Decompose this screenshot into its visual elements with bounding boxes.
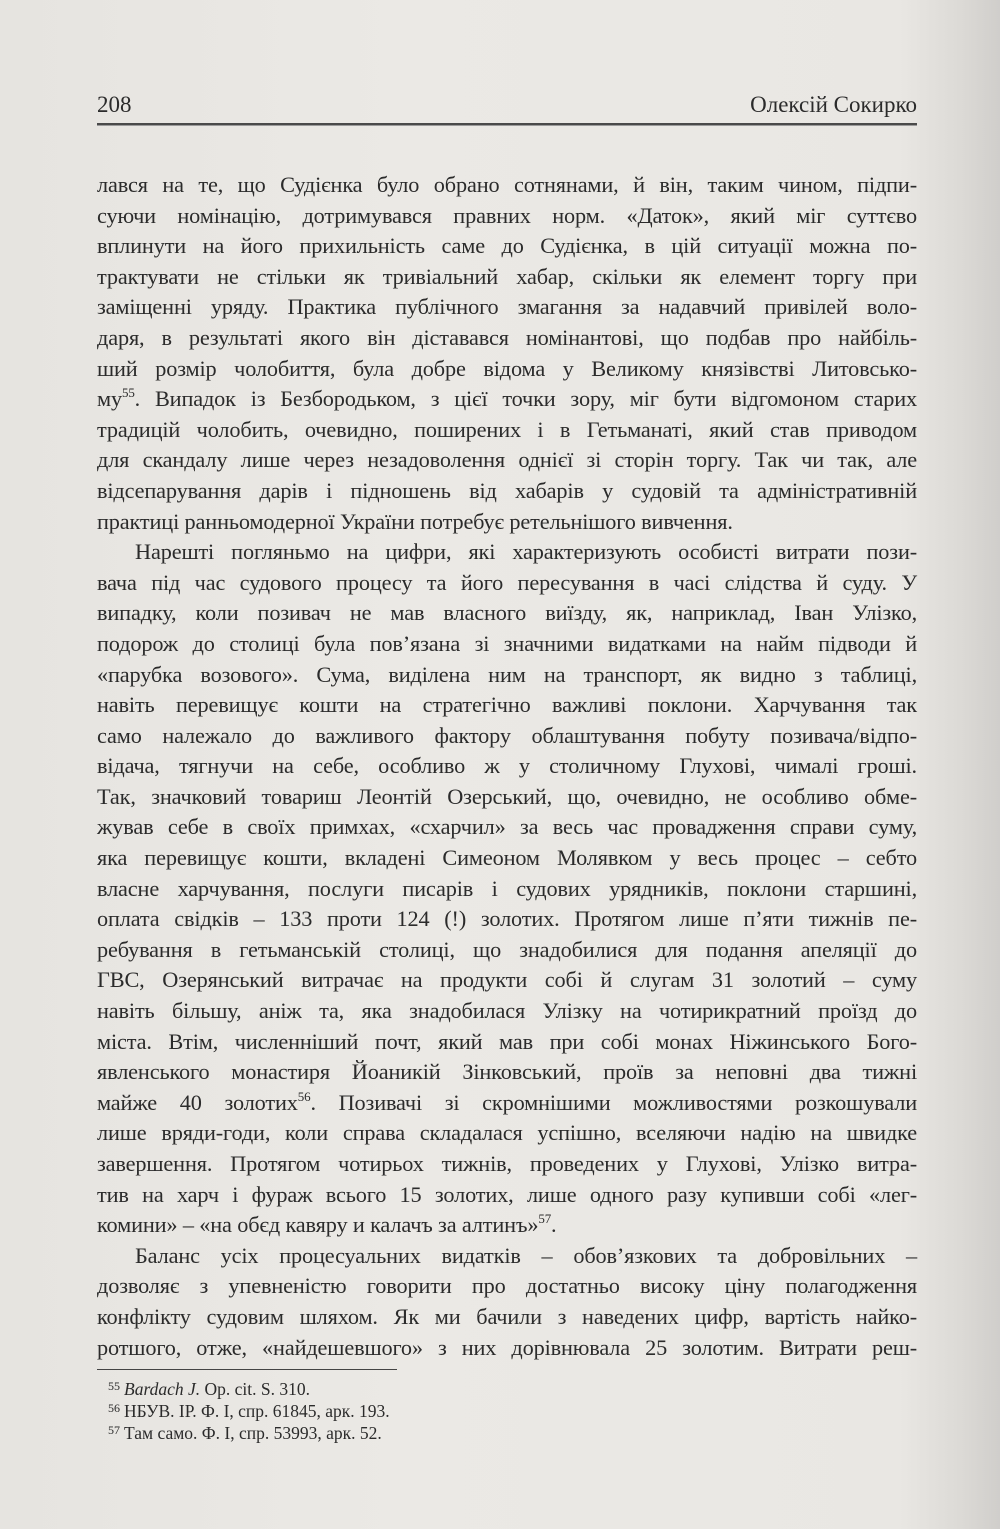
line-text: му <box>97 386 122 412</box>
text-line <box>97 1333 917 1364</box>
line-text: комини» – «на обєд кавяру и калачъ за алтинъ» <box>97 1212 539 1238</box>
line-text: вача під час судового процесу та його пересування в часі слідства й суду. У <box>97 569 917 595</box>
text-line <box>97 1210 917 1241</box>
text-line <box>97 415 917 446</box>
line-text: навіть більшу, аніж та, яка знадобилася Улізку на чотирикратний проїзд до <box>97 998 917 1024</box>
text-line <box>97 323 917 354</box>
text-line <box>97 262 917 293</box>
text-line <box>97 690 917 721</box>
line-text: ГВС, Озерянський витрачає на продукти собі й слугам 31 золотий – суму <box>97 967 917 993</box>
line-text: яка перевищує кошти, вкладені Симеоном Молявком у весь процес – себто <box>97 845 917 871</box>
text-line <box>97 843 917 874</box>
line-text: відсепарування дарів і підношень від хабарів у судовій та адміністративній <box>97 477 917 503</box>
line-text: Так, значковий товариш Леонтій Озерський, що, очевидно, не особливо обме- <box>97 783 917 809</box>
footnote <box>108 1422 390 1444</box>
footnote-reference: 57 <box>538 1211 552 1227</box>
line-text: Баланс усіх процесуальних видатків – обов’язкових та добровільних – <box>135 1242 917 1268</box>
text-line <box>97 629 917 660</box>
line-text: даря, в результаті якого він діставався номінантові, що подбав про найбіль- <box>97 324 917 350</box>
text-line <box>97 231 917 262</box>
footnote-rule <box>97 1369 397 1370</box>
line-text: власне харчування, послуги писарів і судових урядників, поклони старшині, <box>97 875 917 901</box>
footnote-text: Там само. Ф. І, спр. 53993, арк. 52. <box>124 1423 382 1443</box>
body-text <box>97 170 917 1363</box>
line-text: практиці ранньомодерної України потребує ретельнішого вивчення. <box>97 508 733 534</box>
footnote <box>108 1400 390 1422</box>
line-text: відача, тягнучи на себе, особливо ж у столичному Глухові, чималі гроші. <box>97 753 917 779</box>
text-line <box>97 1027 917 1058</box>
text-line <box>97 537 917 568</box>
text-line <box>97 201 917 232</box>
text-line <box>97 904 917 935</box>
text-line <box>97 170 917 201</box>
line-text: тив на харч і фураж всього 15 золотих, лише одного разу купивши собі «лег- <box>97 1181 917 1207</box>
line-text: ребування в гетьманській столиці, що знадобилися для подання апеляції до <box>97 936 917 962</box>
text-line <box>97 751 917 782</box>
line-text: трактувати не стільки як тривіальний хабар, скільки як елемент торгу при <box>97 263 917 289</box>
line-text: ротшого, отже, «найдешевшого» з них дорівнювала 25 золотим. Витрати реш- <box>97 1334 917 1360</box>
line-text: завершення. Протягом чотирьох тижнів, проведених у Глухові, Улізко витра- <box>97 1151 917 1176</box>
text-line <box>97 1302 917 1333</box>
text-line <box>97 874 917 905</box>
text-line <box>97 568 917 599</box>
text-line <box>97 965 917 996</box>
footnotes <box>108 1378 390 1444</box>
line-text: дозволяє з упевненістю говорити про достатньо високу ціну полагодження <box>97 1273 917 1299</box>
line-text: подорож до столиці була пов’язана зі значними видатками на найм підводи й <box>97 630 917 656</box>
footnote <box>108 1378 390 1400</box>
footnote-text: НБУВ. ІР. Ф. І, спр. 61845, арк. 193. <box>124 1401 390 1421</box>
text-line <box>97 782 917 813</box>
text-line <box>97 598 917 629</box>
line-text: майже 40 золотих <box>97 1089 298 1115</box>
text-line <box>97 292 917 323</box>
text-line <box>97 1241 917 1272</box>
line-text: лише вряди-годи, коли справа складалася успішно, вселяючи надію на швидке <box>97 1120 917 1146</box>
text-line <box>97 1118 917 1149</box>
line-text: міста. Втім, численніший почт, який мав при собі монах Ніжинського Бого- <box>97 1028 917 1054</box>
running-header-author: Олексій Сокирко <box>750 92 917 117</box>
footnote-reference: 55 <box>121 385 135 401</box>
line-text: . Випадок із Безбородьком, з цієї точки зору, міг бути відгомоном старих <box>134 386 917 412</box>
line-text: заміщенні уряду. Практика публічного змагання за надавчий привілей воло- <box>97 294 917 320</box>
text-line <box>97 1149 917 1180</box>
text-line <box>97 1271 917 1302</box>
line-text: для скандалу лише через незадоволення однієї зі сторін торгу. Так чи так, але <box>97 447 917 473</box>
text-line <box>97 476 917 507</box>
line-text: . <box>551 1212 557 1238</box>
line-text: ший розмір чолобиття, була добре відома у Великому князівстві Литовсько- <box>97 355 917 381</box>
line-text: «парубка возового». Сума, виділена ним на транспорт, як видно з таблиці, <box>97 661 917 687</box>
line-text: вплинути на його прихильність саме до Судієнка, в цій ситуації можна по- <box>97 233 917 259</box>
line-text: лався на те, що Судієнка було обрано сотнянами, й він, таким чином, підпи- <box>97 172 917 197</box>
text-line <box>97 721 917 752</box>
line-text: явленського монастиря Йоаникій Зінковський, проїв за неповні два тижні <box>97 1059 917 1085</box>
page-number: 208 <box>97 92 132 117</box>
line-text: оплата свідків – 133 проти 124 (!) золотих. Протягом лише п’яти тижнів пе- <box>97 906 917 932</box>
line-text: . Позивачі зі скромнішими можливостями розкошували <box>310 1089 917 1115</box>
text-line <box>97 507 917 538</box>
text-line <box>97 996 917 1027</box>
footnote-number: 57 <box>108 1423 120 1437</box>
text-line <box>97 812 917 843</box>
text-line <box>97 660 917 691</box>
text-line <box>97 384 917 415</box>
line-text: випадку, коли позивач не мав власного виїзду, як, наприклад, Іван Улізко, <box>97 600 917 626</box>
footnote-reference: 56 <box>297 1088 311 1104</box>
line-text: жував себе в своїх примхах, «схарчил» за весь час провадження справи суму, <box>97 814 917 840</box>
text-line <box>97 1180 917 1211</box>
line-text: Нарешті погляньмо на цифри, які характеризують особисті витрати пози- <box>135 539 917 565</box>
text-line <box>97 935 917 966</box>
footnote-author: Bardach J. <box>124 1379 201 1399</box>
footnote-number: 55 <box>108 1379 120 1393</box>
text-line <box>97 354 917 385</box>
footnote-number: 56 <box>108 1401 120 1415</box>
line-text: традицій чолобить, очевидно, поширених і в Гетьманаті, який став приводом <box>97 416 917 442</box>
header-rule <box>97 123 917 126</box>
text-line <box>97 1088 917 1119</box>
line-text: навіть перевищує кошти на стратегічно важливі поклони. Харчування так <box>97 692 917 718</box>
footnote-text: Op. cit. S. 310. <box>200 1379 311 1399</box>
line-text: само належало до важливого фактору облаштування побуту позивача/відпо- <box>97 722 917 748</box>
text-line <box>97 445 917 476</box>
text-line <box>97 1057 917 1088</box>
line-text: суючи номінацію, дотримувався правних норм. «Даток», який міг суттєво <box>97 202 917 228</box>
line-text: конфлікту судовим шляхом. Як ми бачили з наведених цифр, вартість найко- <box>97 1303 917 1329</box>
